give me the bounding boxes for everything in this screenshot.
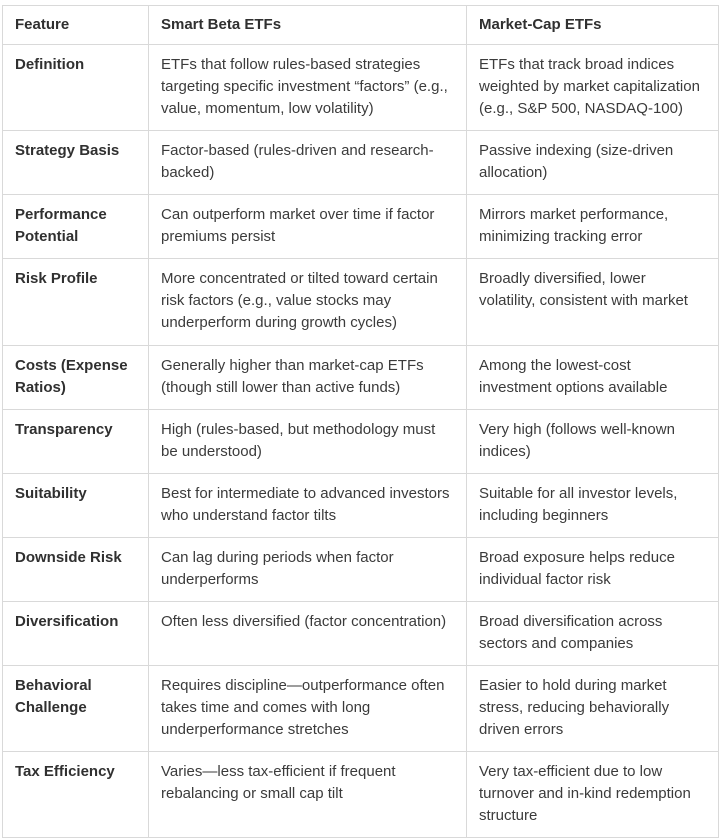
- market-cap-cell: Very tax-efficient due to low turnover and in-kind redemption structure: [467, 752, 719, 838]
- smart-beta-cell: Varies—less tax-efficient if frequent rebalancing or small cap tilt: [149, 752, 467, 838]
- table-body: [3, 45, 719, 838]
- smart-beta-cell: Generally higher than market-cap ETFs (though still lower than active funds): [149, 345, 467, 409]
- feature-cell: Risk Profile: [3, 259, 149, 345]
- market-cap-cell: Easier to hold during market stress, reducing behaviorally driven errors: [467, 665, 719, 751]
- smart-beta-cell: ETFs that follow rules-based strategies targeting specific investment “factors” (e.g., value, momentum, low volatility): [149, 45, 467, 131]
- table-row: [3, 45, 719, 131]
- table-row: [3, 195, 719, 259]
- table-row: [3, 345, 719, 409]
- table-header: [3, 6, 719, 45]
- table-row: [3, 537, 719, 601]
- market-cap-cell: Among the lowest-cost investment options available: [467, 345, 719, 409]
- smart-beta-cell: Can lag during periods when factor underperforms: [149, 537, 467, 601]
- feature-cell: Costs (Expense Ratios): [3, 345, 149, 409]
- table-row: [3, 259, 719, 345]
- feature-cell: Tax Efficiency: [3, 752, 149, 838]
- table-row: [3, 752, 719, 838]
- feature-cell: Suitability: [3, 473, 149, 537]
- smart-beta-cell: Requires discipline—outperformance often takes time and comes with long underperformance stretches: [149, 665, 467, 751]
- feature-cell: Strategy Basis: [3, 131, 149, 195]
- feature-cell: Transparency: [3, 409, 149, 473]
- table-row: [3, 665, 719, 751]
- smart-beta-cell: More concentrated or tilted toward certain risk factors (e.g., value stocks may underperform during growth cycles): [149, 259, 467, 345]
- header-market-cap: Market-Cap ETFs: [467, 6, 719, 45]
- market-cap-cell: Broad diversification across sectors and companies: [467, 601, 719, 665]
- smart-beta-cell: Best for intermediate to advanced investors who understand factor tilts: [149, 473, 467, 537]
- smart-beta-cell: Often less diversified (factor concentration): [149, 601, 467, 665]
- smart-beta-cell: High (rules-based, but methodology must be understood): [149, 409, 467, 473]
- header-smart-beta: Smart Beta ETFs: [149, 6, 467, 45]
- market-cap-cell: Broad exposure helps reduce individual factor risk: [467, 537, 719, 601]
- header-row: [3, 6, 719, 45]
- smart-beta-cell: Factor-based (rules-driven and research-backed): [149, 131, 467, 195]
- smart-beta-cell: Can outperform market over time if factor premiums persist: [149, 195, 467, 259]
- market-cap-cell: Broadly diversified, lower volatility, consistent with market: [467, 259, 719, 345]
- market-cap-cell: Very high (follows well-known indices): [467, 409, 719, 473]
- feature-cell: Behavioral Challenge: [3, 665, 149, 751]
- table-row: [3, 601, 719, 665]
- feature-cell: Performance Potential: [3, 195, 149, 259]
- feature-cell: Definition: [3, 45, 149, 131]
- table-row: [3, 473, 719, 537]
- feature-cell: Downside Risk: [3, 537, 149, 601]
- market-cap-cell: Suitable for all investor levels, including beginners: [467, 473, 719, 537]
- market-cap-cell: Passive indexing (size-driven allocation): [467, 131, 719, 195]
- table-row: [3, 131, 719, 195]
- header-feature: Feature: [3, 6, 149, 45]
- table-row: [3, 409, 719, 473]
- market-cap-cell: ETFs that track broad indices weighted by market capitalization (e.g., S&P 500, NASDAQ-100): [467, 45, 719, 131]
- feature-cell: Diversification: [3, 601, 149, 665]
- market-cap-cell: Mirrors market performance, minimizing tracking error: [467, 195, 719, 259]
- comparison-table: [2, 5, 719, 838]
